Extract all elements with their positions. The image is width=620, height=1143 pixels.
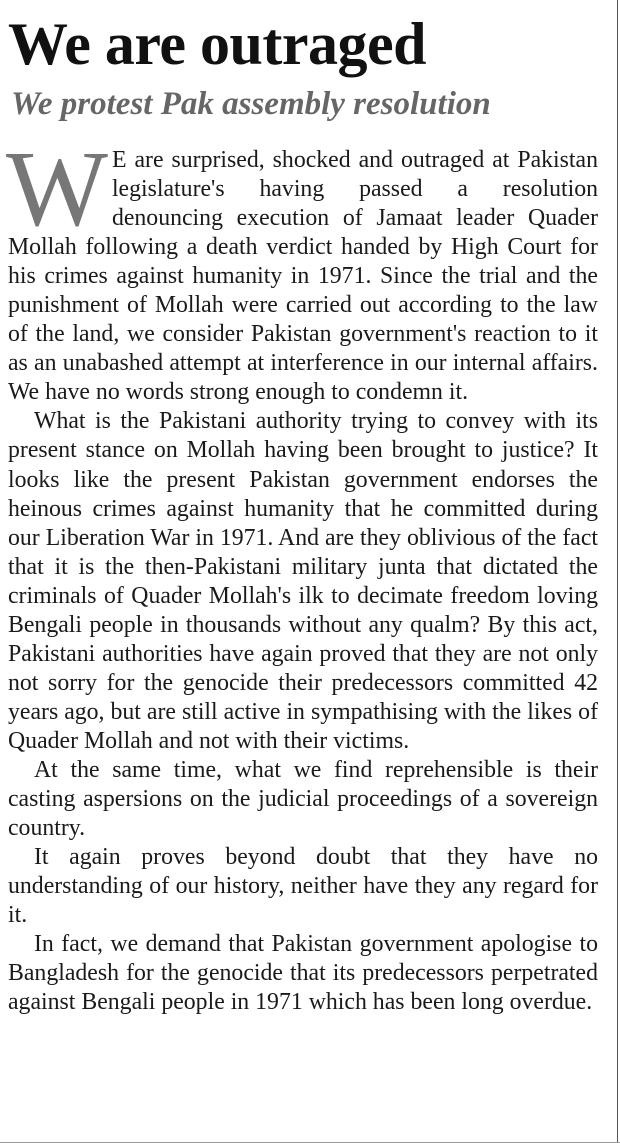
paragraph-1-text: E are surprised, shocked and outraged at Pakistan legislature's having passed a resolution denouncing execution of Jamaat leader Quader Mollah following a death verdict handed by High Court for his crimes against humanity in 1971. Since the trial and the punishment of Mollah were carried out according to the law of the land, we consider Pakistan government's reaction to it as an unabashed attempt at interference in our internal affairs. We have no words strong enough to condemn it. [8, 147, 598, 406]
paragraph-5: In fact, we demand that Pakistan government apologise to Bangladesh for the genocide that its predecessors perpetrated against Bengali people in 1971 which has been long overdue. [8, 931, 598, 1016]
editorial-article [8, 8, 598, 1017]
subheadline: We protest Pak assembly resolution [11, 86, 491, 122]
paragraph-1 [6, 130, 598, 407]
column-rule [617, 0, 618, 1143]
paragraph-4: It again proves beyond doubt that they have no understanding of our history, neither have they any regard for it. [8, 844, 598, 929]
paragraph-3: At the same time, what we find reprehensible is their casting aspersions on the judicial proceedings of a sovereign country. [8, 756, 598, 842]
article-body [6, 130, 598, 1017]
headline: We are outraged [8, 11, 426, 77]
drop-cap: W [6, 130, 108, 249]
paragraph-2: What is the Pakistani authority trying to convey with its present stance on Mollah having been brought to justice? It looks like the present Pakistan government endorses the heinous crimes against humanity that he committed during our Liberation War in 1971. And are they oblivious of the fact that it is the then-Pakistani military junta that dictated the criminals of Quader Mollah's ilk to decimate freedom loving Bengali people in thousands without any qualm? By this act, Pakistani authorities have again proved that they are not only not sorry for the genocide their predecessors committed 42 years ago, but are still active in sympathising with the likes of Quader Mollah and not with their victims. [8, 408, 598, 754]
